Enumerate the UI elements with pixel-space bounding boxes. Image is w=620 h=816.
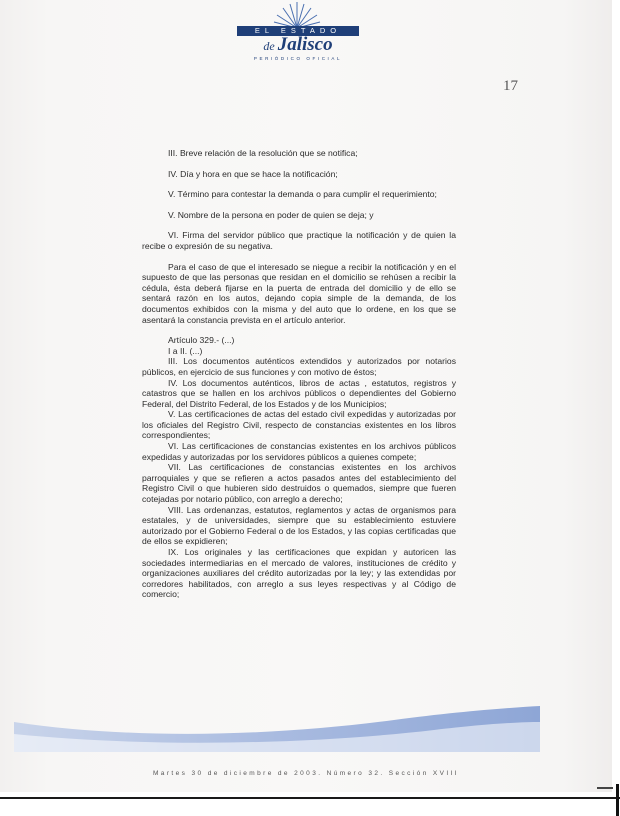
masthead-subtitle: PERIÓDICO OFICIAL: [253, 56, 343, 61]
page-footer: Martes 30 de diciembre de 2003. Número 32. Sección XVIII: [152, 770, 460, 777]
masthead-name: Jalisco: [277, 34, 333, 55]
scan-edge-tick: [616, 784, 619, 816]
masthead-band: EL ESTADO: [237, 26, 359, 36]
article-item: IV. Los documentos auténticos, libros de actas , estatutos, registros y catastros que se hallen en los archivos públicos o dependientes del Gobierno Federal, del Distrito Federal, de los Estados y de los Municipios;: [142, 377, 456, 409]
paragraph: V. Nombre de la persona en poder de quien se deja; y: [168, 209, 374, 220]
article-item: VI. Las certificaciones de constancias existentes en los archivos públicos expedidas y autorizadas por los servidores públicos a quienes compete;: [142, 441, 456, 462]
article-item: V. Las certificaciones de actas del estado civil expedidas y autorizadas por los oficiales del Registro Civil, respecto de constancias existentes en los libros correspondientes;: [142, 409, 456, 441]
article-heading: Artículo 329.- (...): [168, 335, 235, 346]
scan-edge-mark: [597, 787, 613, 789]
paragraph: V. Término para contestar la demanda o para cumplir el requerimiento;: [168, 189, 437, 200]
masthead-de: de: [263, 39, 278, 53]
article-subheading: I a II. (...): [168, 345, 203, 356]
article-item: III. Los documentos auténticos extendidos y autorizados por notarios públicos, en ejercicio de sus funciones y con motivo de éstos;: [142, 356, 456, 377]
decorative-wave-band: [14, 700, 540, 752]
paragraph: IV. Día y hora en que se hace la notificación;: [168, 168, 338, 179]
scan-edge-line: [0, 797, 620, 799]
page-number: 17: [503, 78, 518, 94]
article-item: VII. Las certificaciones de constancias existentes en los archivos parroquiales y que se refieren a actos pasados antes del establecimiento del Registro Civil o que hubieren sido destruidos o quemados, siempre que fueren cotejadas por notario público, con arreglo a derecho;: [142, 462, 456, 505]
paragraph: III. Breve relación de la resolución que se notifica;: [168, 148, 358, 158]
article-item: IX. Los originales y las certificaciones que expidan y autoricen las sociedades intermediarias en el mercado de valores, instituciones de crédito y organizaciones auxiliares del crédito autorizadas por la ley; y las extendidas por corredores habilitados, con arreglo a sus leyes respectivas y al Código de comercio;: [142, 547, 456, 600]
document-body: [142, 148, 456, 600]
paragraph: Para el caso de que el interesado se niegue a recibir la notificación y en el supuesto de que las personas que residan en el domicilio se rehúsen a recibir la cédula, ésta deberá fijarse en la puerta de entrada del domicilio y de ello se sentará razón en los autos, dejando copia simple de la demanda, de los documentos exhibidos con la misma y del auto que lo ordene, en los que se asentará la constancia prevista en el artículo anterior.: [142, 261, 456, 325]
masthead-title: [237, 34, 359, 57]
article-item: VIII. Las ordenanzas, estatutos, reglamentos y actas de organismos para estatales, y de universidades, siempre que su establecimiento estuviere autorizado por el Gobierno Federal o de los Estados, y las copias certificadas que de ellos se expidieren;: [142, 504, 456, 547]
paragraph: VI. Firma del servidor público que practique la notificación y de quien la recibe o expresión de su negativa.: [142, 230, 456, 251]
scan-edge: [0, 792, 620, 816]
